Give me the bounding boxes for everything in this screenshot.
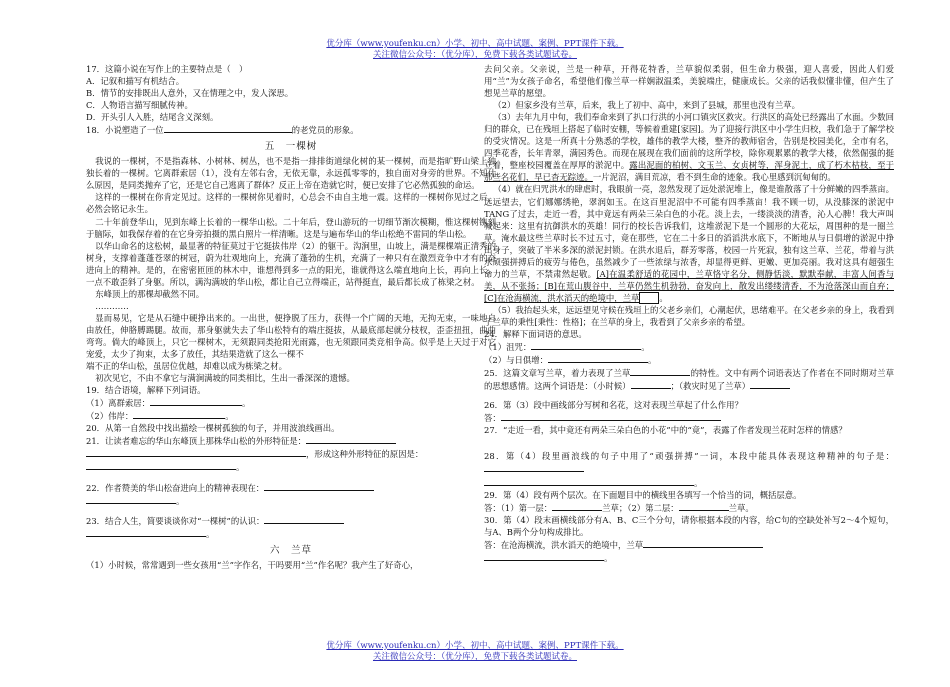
- passage-paragraph: 二十年前登华山，见到东峰上长着的一棵华山松。二十年后，登山游玩的一切细节渐次模糊，惟这棵树镌刻于脑际，如我保存着的在它身旁拍摄的黑白照片一样清晰。这是与遍布华山的华山松绝不雷同的华山松。: [86, 216, 496, 239]
- question-21-cont: ，形成这种外形特征的原因是：: [86, 447, 496, 460]
- header-line-2[interactable]: 关注微信公众号：（优分库），免费下载各类试题试卷。: [372, 50, 577, 60]
- question-22-blank-line: 。: [86, 494, 496, 507]
- section-6-title: 六 兰草: [269, 544, 312, 556]
- answer-blank[interactable]: [631, 379, 671, 389]
- answer-blank[interactable]: [679, 501, 729, 511]
- passage-paragraph: （5）我抬起头来，远远望见守候在残垣上的父老乡亲们，心潮起伏，思绪难平。在父老乡亲的身上，我看到了兰草的秉性[秉性：性格]；在兰草的身上，我看到了父亲乡亲的希望。: [484, 304, 894, 327]
- question-25: 25．这篇文章写兰草，着力表现了兰草 的特性。文中有两个词语表达了作者在不同时期对兰草的思想感情。这两个词语是：（小时候） ；（救灾时见了兰草）: [484, 368, 894, 392]
- page-header: [0, 39, 950, 61]
- question-21: 21．让读者难忘的华山东峰顶上那株华山松的外形特征是：: [86, 434, 496, 447]
- answer-blank[interactable]: [630, 366, 690, 376]
- question-19: 19．结合语境，解释下列词语。: [86, 385, 206, 396]
- answer-blank[interactable]: [306, 434, 396, 444]
- passage-paragraph: 初次见它，不由不拿它与满涧满坡的同类相比，生出一番深深的遗憾。: [95, 373, 355, 384]
- passage-ellipsis: …………: [95, 300, 129, 311]
- question-29-answer: 答：（1）第一层： 兰草；（2）第二层： 兰草。: [484, 502, 754, 513]
- question-30: 30．第（4）段末画横线部分有A、B、C三个分句，请你根据本段的内容，给C句的空缺处补写2～4个短句，与A、B两个分句构成排比。: [484, 514, 894, 537]
- question-30-blank-line: 。: [484, 551, 894, 564]
- passage-paragraph: 这样的一棵树在你肯定见过。这样的一棵树你见着时，心总会不由自主地一震。这样的一棵树你见过之后，必然会铭记永生。: [86, 192, 496, 215]
- right-column: [484, 63, 894, 637]
- question-27: 27．“走近一看，其中竟还有两朵三朵白色的小花”中的“竟”，表露了作者发现兰花时怎样的情感？: [484, 425, 847, 436]
- passage-paragraph: 我说的一棵树，不是指森林、小树林、树丛，也不是指一排排街道绿化树的某一棵树，而是指旷野山梁上独独长着的一棵树。它离群索居（1），没有左邻右舍，无依无靠，永远孤零零的，独自面对身旁的世界。不知什么原因，是同类抛弃了它，还是它自己逃离了群体？反正上帝在造就它时，便已安排了它必然孤独的命运。: [86, 156, 496, 191]
- section-5-title: 五 一棵树: [264, 141, 318, 153]
- answer-blank[interactable]: [164, 123, 292, 133]
- passage-paragraph: 去问父亲。父亲说，兰是一种草，开得花特香，兰草貌似柔弱，但生命力极强，迎人喜爱，因此人们爱用“兰”为女孩子命名，希望他们像兰草一样娴淑温柔，美貌端庄，健康成长。父亲的话我似懂非懂，但产生了想见兰草的愿望。: [484, 64, 894, 99]
- answer-blank[interactable]: [264, 514, 344, 524]
- answer-blank[interactable]: [552, 501, 602, 511]
- answer-blank[interactable]: [548, 353, 648, 363]
- question-20: 20．从第一自然段中找出描绘一棵树孤独的句子，并用波浪线画出。: [86, 423, 340, 434]
- underlined-sentence: [A]在温柔舒适的花园中，兰草恪守名分，侧静恬淡，默默奉献，丰富人间香与美，从不张扬；[B]在荒山腹谷中，兰草仍然生机勃勃，奋发向上，散发出缕缕清香，不为沧落深山而自弃；[C]在沧海横流，洪水滔天的绝境中，兰草: [484, 268, 894, 303]
- question-22: 22．作者赞美的华山松奋进向上的精神表现在：: [86, 481, 496, 494]
- question-24-item-1: （1）沮咒： 。: [484, 342, 650, 353]
- passage-paragraph-3: （3）去年九月中旬，我们奉命来到了扒口行洪的小河口镇灾区救灾。行洪区的高处已经露出了水面。少数回归的群众，已在残垣上搭起了临时安棚，等候着重建[家园]。为了迎接行洪区中小学生归校，我们急于了解学校的受灾情况。这是一所真十分熟悉的学校，雄伟的教学大楼，整齐的教师宿舍，告别是校园美化，全市有名，四季花香，长年青翠，满园秀色。而现在展现在我们面前的这所学校，除你观累累的教学大楼，依然倔强的挺立着，整座校园覆盖在厚厚的淤泥中。露出泥面的柏树、文玉兰、女贞树等，浑身泥土，成了朽木枯枝，至于那些名花们，早已杳无踪迹。一片泥沼，满目荒凉，看不到生命的迹象。我心里感到沉甸甸的。: [484, 112, 894, 183]
- underlined-sentence: 露出泥面的柏树、文玉兰、女贞树等，浑身泥土，成了朽木枯枝，至于那些名花们，早已杳无踪迹。: [484, 160, 894, 183]
- question-24-item-2: （2）与日俱增： 。: [484, 355, 657, 366]
- passage-paragraph: （1）小时候，常常遇到一些女孩用“兰”字作名，干吗要用“兰”作名呢？我产生了好奇心，: [86, 559, 419, 570]
- question-19-item-1: （1）离群索居： 。: [86, 398, 251, 409]
- question-23: 23．结合人生，简要谈谈你对“一棵树”的认识：: [86, 514, 496, 527]
- question-26: 26．第（3）段中画线部分写树和名花，这对表现兰草起了什么作用？: [484, 400, 743, 411]
- passage-paragraph: 显而易见，它是从石缝中硬挣出来的。一出世，便挣脱了压力，获得一个广阔的天地，无拘无束，一味地自由放任，伸胳膊踢腿。故而，那身躯就失去了华山松特有的端庄挺拔，从最底部起就分枝杈，歪歪扭扭，曲曲弯弯。倘大的峰顶上，只它一棵树木，无须跟同类抢阳光雨露，也无须跟同类竞相争高。似乎是上天过于对它宠爱，太少了拘束，太多了放任，其结果造就了这么一棵不: [86, 312, 496, 360]
- question-23-blank-line: 。: [86, 527, 496, 540]
- answer-blank[interactable]: [86, 494, 176, 504]
- left-column: [86, 63, 496, 637]
- passage-paragraph: 东峰顶上的那棵却截然不同。: [95, 288, 205, 299]
- answer-blank[interactable]: [264, 481, 374, 491]
- question-17-option-a: A．记叙和描写有机结合。: [86, 76, 185, 87]
- question-19-item-2: （2）伟岸： 。: [86, 411, 234, 422]
- footer-line-1[interactable]: 优分库（www.youfenku.cn）小学、初中、高中试题、案例、PPT课件下载。: [326, 641, 624, 651]
- answer-blank[interactable]: [86, 447, 306, 457]
- passage-paragraph: 以华山命名的这松树，最显著的特征莫过于它挺拔伟岸（2）的躯干。沟涧里，山坡上，满是棵棵端正清秀的树身，支撑着蓬蓬苍翠的树冠，蔚为壮观地向上，充满了蓬勃的生机，充满了一种只有在激烈竞争中才有的奋进向上的精神。是的，在密密匝匝的林木中，谁想得到多一点的阳光，谁就得这么端直地向上长，再向上长，一点不敢歪斜了身躯。所以，满沟满坡的华山松，都让自己立得端正，站得挺直，最后都长成了栋梁之材。: [86, 240, 496, 287]
- passage-paragraph: 端不正的华山松，虽居位优越，却难以成为栋梁之材。: [86, 361, 287, 372]
- question-30-answer: 答：在沧海横流，洪水滔天的绝境中，兰草: [484, 538, 894, 551]
- answer-blank[interactable]: [643, 538, 763, 548]
- question-28: 28．第（4）段里画浪线的句子中用了“顽强拼搏”一词，本段中能具体表现这种精神的句子是：: [484, 450, 894, 475]
- question-17-option-d: D．开头引人入胜，结尾含义深刻。: [86, 112, 219, 123]
- answer-blank[interactable]: [501, 411, 721, 421]
- answer-blank[interactable]: [484, 551, 604, 561]
- question-21-blank-line: 。: [86, 460, 496, 473]
- page-footer: [0, 641, 950, 663]
- question-24: 24．解释下面词语的意思。: [484, 329, 587, 340]
- answer-blank[interactable]: [86, 527, 206, 537]
- header-line-1[interactable]: 优分库（www.youfenku.cn）小学、初中、高中试题、案例、PPT课件下载。: [326, 39, 624, 49]
- boxed-word: [家园]: [677, 124, 701, 135]
- question-29: 29．第（4）段有两个层次。在下面题目中的横线里各填写一个恰当的词，概括层意。: [484, 489, 802, 500]
- question-26-answer: 答：: [484, 411, 894, 424]
- question-17: 17．这篇小说在写作上的主要特点是（ ）: [86, 64, 248, 74]
- answer-blank[interactable]: [750, 379, 790, 389]
- answer-blank[interactable]: [484, 462, 584, 472]
- answer-blank[interactable]: [150, 396, 242, 406]
- question-28-blank-line: 。: [484, 476, 894, 489]
- passage-paragraph-4: （4）就在归咒洪水的肆虐时，我眼前一亮，忽然发现了远处淤泥堆上，像是谁散落了十分鲜嫩的四季蒸亩。远远望去，它们娜娜绣艳，翠润如玉。在这百里泥沼中不可能有四季蒸亩！我不顾一切，从没膝深的淤泥中TANG了过去，走近一看，其中竟远有两朵三朵白色的小花。淡上去，一缕淡淡的清香，沁人心脾！我大声叫喊起来：这里有抗御洪水的英雄！同行的校长告诉我们，这堆淤泥下是一个圆形的大花坛，周围种的是一圈兰草。淹水最这些兰草时长不过五寸，竟在那些，它在二十多日的滔滔洪水底下，不断地从与日俱增的淤泥中挣出身子，突破了半米多深的淤泥封锁。在洪水退后，群芳零落，校园一片死寂，独有这兰草、兰花，带着与洪水顽强拼搏后的疲劳与倦色，虽然减少了一些浓绿与浓香，却显得更鲜、更嫩、更加亮丽。我对这具有超强生命力的兰草，不禁肃然起敬。[A]在温柔舒适的花园中，兰草恪守名分，侧静恬淡，默默奉献，丰富人间香与美，从不张扬；[B]在荒山腹谷中，兰草仍然生机勃勃，奋发向上，散发出缕缕清香，不为沧落深山而自弃；[C]在沧海横流，洪水滔天的绝境中，兰草 。: [484, 184, 894, 303]
- question-17-option-c: C．人物语言描写细腻传神。: [86, 100, 193, 111]
- answer-blank[interactable]: [484, 476, 694, 486]
- question-18: 18．小说塑造了一位 的老党员的形象。: [86, 125, 359, 136]
- answer-box[interactable]: [639, 292, 659, 304]
- answer-blank[interactable]: [133, 409, 225, 419]
- answer-blank[interactable]: [531, 340, 641, 350]
- footer-line-2[interactable]: 关注微信公众号：（优分库），免费下载各类试题试卷。: [372, 652, 577, 662]
- passage-paragraph: （2）但家乡没有兰草，后来，我上了初中、高中，来到了县城，那里也没有兰草。: [493, 100, 801, 111]
- answer-blank[interactable]: [86, 460, 236, 470]
- question-17-option-b: B．情节的安排既出人意外，又在情理之中，发人深思。: [86, 88, 294, 99]
